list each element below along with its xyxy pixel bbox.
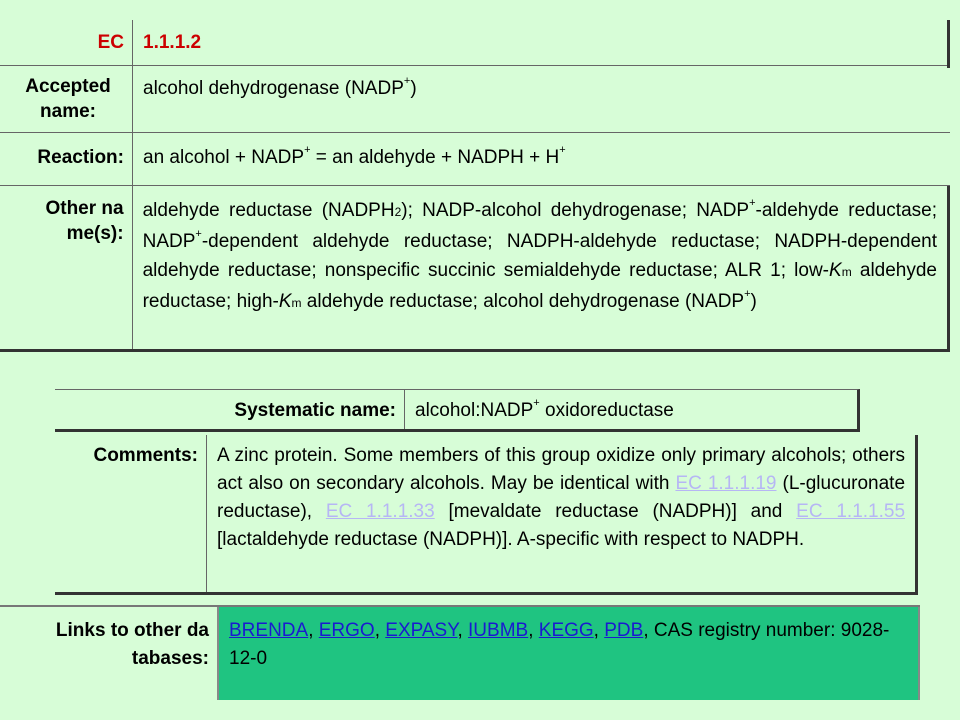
iubmb-link[interactable]: IUBMB (468, 620, 529, 641)
accepted-name-value: alcohol dehydrogenase (NADP+) (143, 74, 417, 99)
ec-1-1-1-55-link[interactable]: EC 1.1.1.55 (796, 501, 906, 522)
ec-label: EC (0, 20, 133, 65)
comments-table (55, 435, 918, 595)
accepted-name-label: Accepted name: (0, 66, 133, 132)
other-names-label: Other na me(s): (0, 186, 133, 349)
comments-value: A zinc protein. Some members of this group oxidize only primary alcohols; others act also on secondary alcohols. May be identical with EC 1.1.1.19 (L-glucuronate reductase), EC 1.1.1.33 [mevaldate reductase (NADPH)] and EC 1.1.1.55 [lactaldehyde reductase (NADPH)]. A-specific with respect to NADPH. (217, 445, 906, 550)
reaction-value: an alcohol + NADP+ = an aldehyde + NADPH + H+ (143, 143, 566, 168)
ec-row (0, 20, 950, 66)
comments-label: Comments: (55, 435, 207, 592)
other-names-row (0, 186, 950, 352)
reaction-label: Reaction: (0, 133, 133, 185)
systematic-name-value: alcohol:NADP+ oxidoreductase (415, 396, 674, 421)
accepted-name-row (0, 66, 950, 133)
brenda-link[interactable]: BRENDA (229, 620, 309, 641)
systematic-name-table (55, 389, 860, 432)
table-border (947, 20, 950, 68)
pdb-link[interactable]: PDB (604, 620, 644, 641)
main-info-table (0, 20, 950, 352)
links-table (0, 605, 920, 700)
expasy-link[interactable]: EXPASY (385, 620, 458, 641)
reaction-row (0, 133, 950, 186)
kegg-link[interactable]: KEGG (538, 620, 594, 641)
ec-number: 1.1.1.2 (143, 32, 202, 53)
ergo-link[interactable]: ERGO (318, 620, 375, 641)
other-names-value: aldehyde reductase (NADPH2); NADP-alcohol dehydrogenase; NADP+-aldehyde reductase; NADP+-dependent aldehyde reductase; NADPH-aldehyde reductase; NADPH-dependent aldehyde reductase; nonspecific succinic semialdehyde reductase; ALR 1; low-Km aldehyde reductase; high-Km aldehyde reductase; alcohol dehydrogenase (NADP+) (142, 196, 937, 312)
ec-1-1-1-33-link[interactable]: EC 1.1.1.33 (325, 501, 435, 522)
ec-1-1-1-19-link[interactable]: EC 1.1.1.19 (675, 473, 777, 494)
links-value: BRENDA, ERGO, EXPASY, IUBMB, KEGG, PDB, CAS registry number: 9028-12-0 (217, 607, 920, 700)
links-label: Links to other da tabases: (55, 620, 209, 669)
systematic-name-label: Systematic name: (55, 390, 405, 429)
